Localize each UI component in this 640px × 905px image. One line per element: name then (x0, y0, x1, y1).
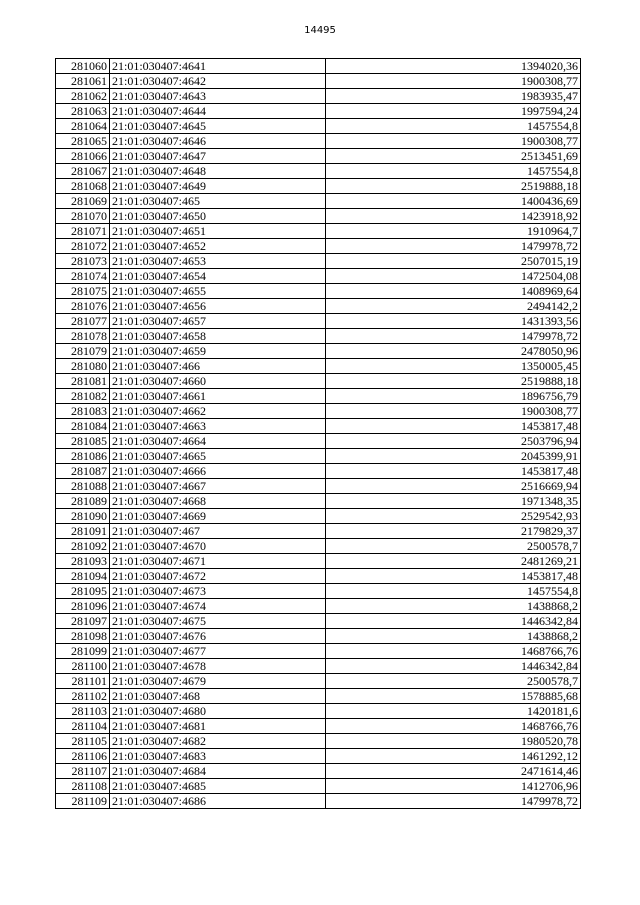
row-number-cell: 281080 (56, 359, 110, 374)
row-number-cell: 281079 (56, 344, 110, 359)
cadastral-number-cell: 21:01:030407:4657 (110, 314, 326, 329)
row-number-cell: 281096 (56, 599, 110, 614)
row-number-cell: 281103 (56, 704, 110, 719)
row-number-cell: 281069 (56, 194, 110, 209)
cadastral-number-cell: 21:01:030407:4649 (110, 179, 326, 194)
table-row (56, 284, 581, 299)
cadastral-value-cell: 1900308,77 (326, 74, 581, 89)
cadastral-number-cell: 21:01:030407:4642 (110, 74, 326, 89)
row-number-cell: 281091 (56, 524, 110, 539)
table-row (56, 89, 581, 104)
cadastral-number-cell: 21:01:030407:4663 (110, 419, 326, 434)
cadastral-value-cell: 1423918,92 (326, 209, 581, 224)
table-row (56, 659, 581, 674)
cadastral-value-cell: 1461292,12 (326, 749, 581, 764)
cadastral-value-cell: 1479978,72 (326, 794, 581, 809)
cadastral-value-cell: 1453817,48 (326, 464, 581, 479)
row-number-cell: 281088 (56, 479, 110, 494)
cadastral-value-cell: 1394020,36 (326, 59, 581, 74)
cadastral-value-cell: 2503796,94 (326, 434, 581, 449)
table-row (56, 749, 581, 764)
table-row (56, 704, 581, 719)
table-row (56, 179, 581, 194)
cadastral-value-cell: 2500578,7 (326, 539, 581, 554)
table-row (56, 599, 581, 614)
row-number-cell: 281071 (56, 224, 110, 239)
cadastral-value-cell: 1472504,08 (326, 269, 581, 284)
row-number-cell: 281106 (56, 749, 110, 764)
table-row (56, 149, 581, 164)
row-number-cell: 281070 (56, 209, 110, 224)
cadastral-number-cell: 21:01:030407:465 (110, 194, 326, 209)
row-number-cell: 281067 (56, 164, 110, 179)
table-row (56, 509, 581, 524)
table-row (56, 614, 581, 629)
cadastral-value-cell: 1453817,48 (326, 569, 581, 584)
table-row (56, 314, 581, 329)
page-number: 14495 (304, 25, 336, 36)
cadastral-value-cell: 1408969,64 (326, 284, 581, 299)
table-row (56, 449, 581, 464)
cadastral-number-cell: 21:01:030407:4650 (110, 209, 326, 224)
cadastral-value-cell: 1438868,2 (326, 599, 581, 614)
table-row (56, 434, 581, 449)
cadastral-value-cell: 1457554,8 (326, 584, 581, 599)
table-row (56, 59, 581, 74)
cadastral-value-cell: 1997594,24 (326, 104, 581, 119)
table-row (56, 269, 581, 284)
table-row (56, 374, 581, 389)
cadastral-number-cell: 21:01:030407:4656 (110, 299, 326, 314)
table-row (56, 209, 581, 224)
table-row (56, 779, 581, 794)
row-number-cell: 281076 (56, 299, 110, 314)
cadastral-number-cell: 21:01:030407:466 (110, 359, 326, 374)
cadastral-value-cell: 2519888,18 (326, 374, 581, 389)
cadastral-number-cell: 21:01:030407:4685 (110, 779, 326, 794)
table-row (56, 479, 581, 494)
cadastral-number-cell: 21:01:030407:4653 (110, 254, 326, 269)
row-number-cell: 281100 (56, 659, 110, 674)
cadastral-value-cell: 2471614,46 (326, 764, 581, 779)
cadastral-value-cell: 1457554,8 (326, 164, 581, 179)
cadastral-value-cell: 1431393,56 (326, 314, 581, 329)
cadastral-value-cell: 2516669,94 (326, 479, 581, 494)
cadastral-number-cell: 21:01:030407:467 (110, 524, 326, 539)
cadastral-number-cell: 21:01:030407:4664 (110, 434, 326, 449)
cadastral-number-cell: 21:01:030407:4658 (110, 329, 326, 344)
cadastral-value-cell: 2179829,37 (326, 524, 581, 539)
row-number-cell: 281109 (56, 794, 110, 809)
cadastral-value-cell: 1468766,76 (326, 719, 581, 734)
cadastral-number-cell: 21:01:030407:4673 (110, 584, 326, 599)
cadastral-value-cell: 2478050,96 (326, 344, 581, 359)
table-row (56, 404, 581, 419)
cadastral-number-cell: 21:01:030407:468 (110, 689, 326, 704)
cadastral-number-cell: 21:01:030407:4667 (110, 479, 326, 494)
cadastral-number-cell: 21:01:030407:4655 (110, 284, 326, 299)
cadastral-value-cell: 2519888,18 (326, 179, 581, 194)
row-number-cell: 281097 (56, 614, 110, 629)
table-body (56, 59, 581, 809)
row-number-cell: 281089 (56, 494, 110, 509)
table-row (56, 629, 581, 644)
row-number-cell: 281098 (56, 629, 110, 644)
cadastral-number-cell: 21:01:030407:4659 (110, 344, 326, 359)
cadastral-number-cell: 21:01:030407:4647 (110, 149, 326, 164)
row-number-cell: 281081 (56, 374, 110, 389)
row-number-cell: 281084 (56, 419, 110, 434)
table-row (56, 389, 581, 404)
row-number-cell: 281065 (56, 134, 110, 149)
table-row (56, 494, 581, 509)
cadastral-value-cell: 1900308,77 (326, 134, 581, 149)
row-number-cell: 281095 (56, 584, 110, 599)
cadastral-number-cell: 21:01:030407:4682 (110, 734, 326, 749)
table-row (56, 104, 581, 119)
row-number-cell: 281072 (56, 239, 110, 254)
cadastral-value-cell: 2494142,2 (326, 299, 581, 314)
cadastral-value-cell: 1971348,35 (326, 494, 581, 509)
cadastral-value-cell: 2045399,91 (326, 449, 581, 464)
cadastral-value-table (55, 58, 581, 809)
cadastral-number-cell: 21:01:030407:4651 (110, 224, 326, 239)
table-row (56, 224, 581, 239)
cadastral-number-cell: 21:01:030407:4677 (110, 644, 326, 659)
cadastral-number-cell: 21:01:030407:4676 (110, 629, 326, 644)
table-row (56, 734, 581, 749)
cadastral-number-cell: 21:01:030407:4654 (110, 269, 326, 284)
cadastral-value-cell: 2481269,21 (326, 554, 581, 569)
row-number-cell: 281099 (56, 644, 110, 659)
table-row (56, 689, 581, 704)
cadastral-value-cell: 1983935,47 (326, 89, 581, 104)
cadastral-number-cell: 21:01:030407:4662 (110, 404, 326, 419)
table-row (56, 134, 581, 149)
row-number-cell: 281083 (56, 404, 110, 419)
row-number-cell: 281066 (56, 149, 110, 164)
cadastral-value-cell: 1412706,96 (326, 779, 581, 794)
cadastral-value-cell: 1350005,45 (326, 359, 581, 374)
table-row (56, 359, 581, 374)
cadastral-value-cell: 2529542,93 (326, 509, 581, 524)
row-number-cell: 281061 (56, 74, 110, 89)
row-number-cell: 281090 (56, 509, 110, 524)
table-row (56, 719, 581, 734)
cadastral-number-cell: 21:01:030407:4665 (110, 449, 326, 464)
cadastral-number-cell: 21:01:030407:4646 (110, 134, 326, 149)
table-row (56, 464, 581, 479)
row-number-cell: 281077 (56, 314, 110, 329)
cadastral-number-cell: 21:01:030407:4674 (110, 599, 326, 614)
row-number-cell: 281107 (56, 764, 110, 779)
table-row (56, 419, 581, 434)
cadastral-value-cell: 1479978,72 (326, 239, 581, 254)
table-row (56, 239, 581, 254)
row-number-cell: 281104 (56, 719, 110, 734)
cadastral-value-cell: 1468766,76 (326, 644, 581, 659)
table-row (56, 539, 581, 554)
cadastral-value-cell: 1896756,79 (326, 389, 581, 404)
cadastral-number-cell: 21:01:030407:4675 (110, 614, 326, 629)
row-number-cell: 281092 (56, 539, 110, 554)
cadastral-number-cell: 21:01:030407:4671 (110, 554, 326, 569)
table-row (56, 164, 581, 179)
cadastral-value-cell: 1479978,72 (326, 329, 581, 344)
cadastral-number-cell: 21:01:030407:4643 (110, 89, 326, 104)
row-number-cell: 281108 (56, 779, 110, 794)
cadastral-number-cell: 21:01:030407:4648 (110, 164, 326, 179)
cadastral-value-cell: 1438868,2 (326, 629, 581, 644)
table-row (56, 764, 581, 779)
cadastral-value-cell: 1457554,8 (326, 119, 581, 134)
cadastral-value-cell: 2500578,7 (326, 674, 581, 689)
cadastral-number-cell: 21:01:030407:4679 (110, 674, 326, 689)
cadastral-number-cell: 21:01:030407:4684 (110, 764, 326, 779)
cadastral-number-cell: 21:01:030407:4669 (110, 509, 326, 524)
row-number-cell: 281105 (56, 734, 110, 749)
cadastral-value-cell: 1453817,48 (326, 419, 581, 434)
table-row (56, 554, 581, 569)
row-number-cell: 281064 (56, 119, 110, 134)
cadastral-number-cell: 21:01:030407:4680 (110, 704, 326, 719)
cadastral-value-cell: 1900308,77 (326, 404, 581, 419)
table-row (56, 344, 581, 359)
cadastral-number-cell: 21:01:030407:4683 (110, 749, 326, 764)
row-number-cell: 281074 (56, 269, 110, 284)
cadastral-number-cell: 21:01:030407:4652 (110, 239, 326, 254)
table-row (56, 74, 581, 89)
row-number-cell: 281082 (56, 389, 110, 404)
cadastral-number-cell: 21:01:030407:4670 (110, 539, 326, 554)
table-row (56, 194, 581, 209)
table-row (56, 119, 581, 134)
cadastral-value-cell: 1446342,84 (326, 659, 581, 674)
row-number-cell: 281060 (56, 59, 110, 74)
cadastral-number-cell: 21:01:030407:4666 (110, 464, 326, 479)
cadastral-value-cell: 1980520,78 (326, 734, 581, 749)
row-number-cell: 281101 (56, 674, 110, 689)
table-row (56, 254, 581, 269)
cadastral-number-cell: 21:01:030407:4672 (110, 569, 326, 584)
row-number-cell: 281068 (56, 179, 110, 194)
row-number-cell: 281073 (56, 254, 110, 269)
row-number-cell: 281086 (56, 449, 110, 464)
row-number-cell: 281085 (56, 434, 110, 449)
cadastral-number-cell: 21:01:030407:4661 (110, 389, 326, 404)
cadastral-value-cell: 1400436,69 (326, 194, 581, 209)
table-row (56, 584, 581, 599)
cadastral-number-cell: 21:01:030407:4678 (110, 659, 326, 674)
cadastral-number-cell: 21:01:030407:4641 (110, 59, 326, 74)
cadastral-value-cell: 1420181,6 (326, 704, 581, 719)
cadastral-value-cell: 1578885,68 (326, 689, 581, 704)
row-number-cell: 281087 (56, 464, 110, 479)
row-number-cell: 281093 (56, 554, 110, 569)
cadastral-value-cell: 1910964,7 (326, 224, 581, 239)
cadastral-number-cell: 21:01:030407:4645 (110, 119, 326, 134)
row-number-cell: 281094 (56, 569, 110, 584)
cadastral-number-cell: 21:01:030407:4668 (110, 494, 326, 509)
cadastral-number-cell: 21:01:030407:4686 (110, 794, 326, 809)
row-number-cell: 281063 (56, 104, 110, 119)
cadastral-value-cell: 1446342,84 (326, 614, 581, 629)
row-number-cell: 281062 (56, 89, 110, 104)
table-row (56, 524, 581, 539)
table-row (56, 329, 581, 344)
row-number-cell: 281078 (56, 329, 110, 344)
table-row (56, 674, 581, 689)
cadastral-number-cell: 21:01:030407:4660 (110, 374, 326, 389)
cadastral-number-cell: 21:01:030407:4644 (110, 104, 326, 119)
cadastral-value-cell: 2513451,69 (326, 149, 581, 164)
table-row (56, 644, 581, 659)
row-number-cell: 281075 (56, 284, 110, 299)
table-row (56, 794, 581, 809)
table-row (56, 299, 581, 314)
row-number-cell: 281102 (56, 689, 110, 704)
table-row (56, 569, 581, 584)
cadastral-value-cell: 2507015,19 (326, 254, 581, 269)
cadastral-number-cell: 21:01:030407:4681 (110, 719, 326, 734)
